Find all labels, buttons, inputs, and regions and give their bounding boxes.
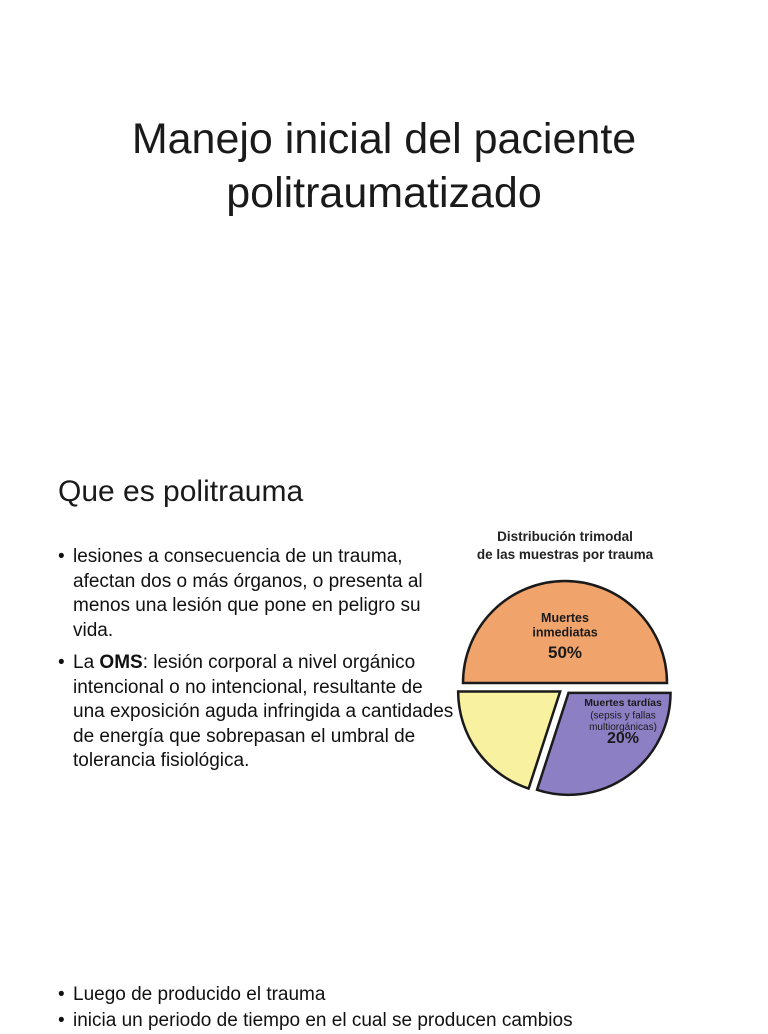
bullet-item	[58, 1008, 738, 1034]
bullet-text: : lesión corporal a nivel orgánico intencional o no intencional, resultante de una exposición aguda infringida a cantidades de energía que sobrepasan el umbral de tolerancia fisiológica.	[73, 652, 454, 771]
bullet-prefix: La	[73, 652, 100, 673]
bullet-item	[58, 545, 458, 643]
chart-title-line-2: de las muestras por trauma	[476, 547, 654, 562]
slide-title-line-2: politraumatizado	[226, 169, 542, 217]
slice-value-label: 50%	[547, 643, 583, 662]
slice-name-line-2: inmediatas	[532, 625, 598, 640]
bullet-item	[58, 651, 458, 774]
bullet-text: Luego de producido el trauma	[73, 984, 326, 1005]
definition-bullet-list	[58, 545, 458, 782]
section-heading: Que es politrauma	[58, 475, 304, 508]
slice-note-line-1: (sepsis y fallas	[590, 710, 656, 722]
trimodal-pie-chart	[455, 520, 675, 800]
bullet-text: inicia un periodo de tiempo en el cual se producen cambios	[73, 1010, 573, 1031]
trauma-timeline-bullet-list	[58, 982, 738, 1034]
pie-chart-svg	[455, 520, 675, 800]
slice-value-label: 20%	[606, 730, 640, 747]
oms-bold-term: OMS	[99, 652, 143, 673]
bullet-item	[58, 982, 738, 1008]
chart-title-line-1: Distribución trimodal	[497, 529, 633, 544]
bullet-text: lesiones a consecuencia de un trauma, afectan dos o más órganos, o presenta al menos una lesión que pone en peligro su vida.	[73, 546, 423, 641]
slice-note-line-2: multiorgánicas)	[589, 722, 657, 733]
slide-title	[40, 112, 728, 220]
slice-name-line-1: Muertes tardías	[584, 697, 662, 709]
slice-name-line-1: Muertes	[541, 611, 589, 625]
slide-title-line-1: Manejo inicial del paciente	[131, 115, 637, 163]
